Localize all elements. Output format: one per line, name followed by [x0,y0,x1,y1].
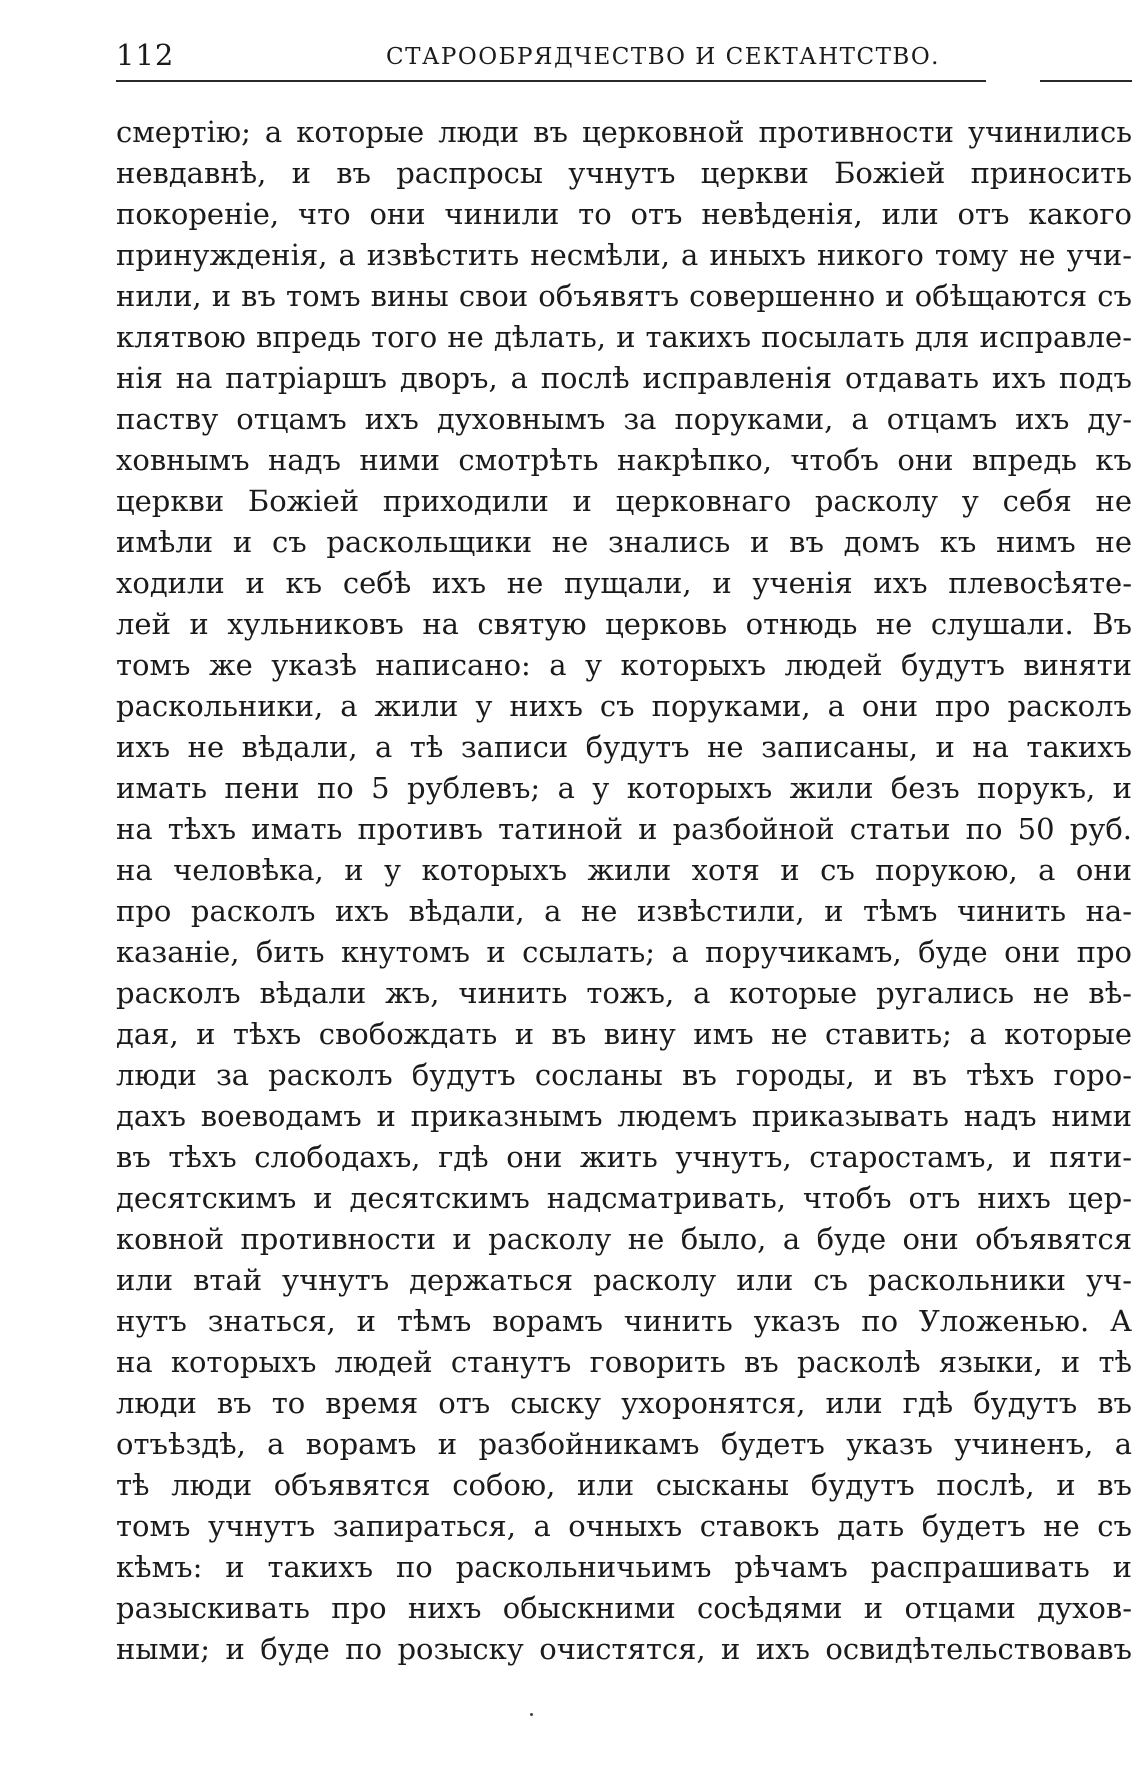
print-speck [530,1713,533,1716]
text-line: люди за расколъ будутъ сосланы въ городы, и въ тѣхъ горо- [116,1058,1132,1092]
text-line: расколъ вѣдали жъ, чинить тожъ, а которые ругались не вѣ- [116,976,1132,1010]
text-line: казаніе, бить кнутомъ и ссылать; а поручикамъ, буде они про [116,935,1132,969]
text-line: люди въ то время отъ сыску ухоронятся, или гдѣ будутъ въ [116,1386,1132,1420]
text-line: ховнымъ надъ ними смотрѣть накрѣпко, чтобъ они впредь къ [116,443,1132,477]
text-line: про расколъ ихъ вѣдали, а не извѣстили, и тѣмъ чинить на- [116,894,1132,928]
header-rule-tail [1040,80,1132,82]
text-line: въ тѣхъ слободахъ, гдѣ они жить учнутъ, старостамъ, и пяти- [116,1140,1132,1174]
body-text [116,112,1132,1670]
header-rule [116,80,986,82]
page-header [116,30,1132,80]
page-number: 112 [116,38,175,72]
text-line: нили, и въ томъ вины свои объявятъ совершенно и обѣщаются съ [116,279,1132,313]
text-line: невдавнѣ, и въ распросы учнутъ церкви Божіей приносить [116,156,1132,190]
text-line: лей и хульниковъ на святую церковь отнюдь не слушали. Въ [116,607,1132,641]
text-line: ными; и буде по розыску очистятся, и ихъ освидѣтельствовавъ [116,1632,1132,1666]
text-line: раскольники, а жили у нихъ съ поруками, а они про расколъ [116,689,1132,723]
text-line: на которыхъ людей станутъ говорить въ расколѣ языки, и тѣ [116,1345,1132,1379]
text-line: ковной противности и расколу не было, а буде они объявятся [116,1222,1132,1256]
text-line: паству отцамъ ихъ духовнымъ за поруками, а отцамъ ихъ ду- [116,402,1132,436]
text-line: имѣли и съ раскольщики не знались и въ домъ къ нимъ не [116,525,1132,559]
text-line: покореніе, что они чинили то отъ невѣденія, или отъ какого [116,197,1132,231]
text-line: смертію; а которые люди въ церковной противности учинились [116,115,1132,149]
text-line: принужденія, а извѣстить несмѣли, а иныхъ никого тому не учи- [116,238,1132,272]
text-line: отъѣздѣ, а ворамъ и разбойникамъ будетъ указъ учиненъ, а [116,1427,1132,1461]
running-title: СТАРООБРЯДЧЕСТВО И СЕКТАНТСТВО. [386,44,940,70]
text-line: тѣ люди объявятся собою, или сысканы будутъ послѣ, и въ [116,1468,1132,1502]
text-line: десятскимъ и десятскимъ надсматривать, чтобъ отъ нихъ цер- [116,1181,1132,1215]
text-line: нутъ знаться, и тѣмъ ворамъ чинить указъ по Уложенью. А [116,1304,1132,1338]
text-line: на тѣхъ имать противъ татиной и разбойной статьи по 50 руб. [116,812,1132,846]
text-line: томъ же указѣ написано: а у которыхъ людей будутъ виняти [116,648,1132,682]
text-line: кѣмъ: и такихъ по раскольничьимъ рѣчамъ распрашивать и [116,1550,1132,1584]
text-line: или втай учнутъ держаться расколу или съ раскольники уч- [116,1263,1132,1297]
text-line: дахъ воеводамъ и приказнымъ людемъ приказывать надъ ними [116,1099,1132,1133]
text-line: томъ учнутъ запираться, а очныхъ ставокъ дать будетъ не съ [116,1509,1132,1543]
text-line: нія на патріаршъ дворъ, а послѣ исправленія отдавать ихъ подъ [116,361,1132,395]
text-line: дая, и тѣхъ свобождать и въ вину имъ не ставить; а которые [116,1017,1132,1051]
text-line: клятвою впредь того не дѣлать, и такихъ посылать для исправле- [116,320,1132,354]
text-line: церкви Божіей приходили и церковнаго расколу у себя не [116,484,1132,518]
text-line: ходили и къ себѣ ихъ не пущали, и ученія ихъ плевосѣяте- [116,566,1132,600]
text-line: имать пени по 5 рублевъ; а у которыхъ жили безъ порукъ, и [116,771,1132,805]
text-line: на человѣка, и у которыхъ жили хотя и съ порукою, а они [116,853,1132,887]
text-line: разыскивать про нихъ обыскними сосѣдями и отцами духов- [116,1591,1132,1625]
text-line: ихъ не вѣдали, а тѣ записи будутъ не записаны, и на такихъ [116,730,1132,764]
